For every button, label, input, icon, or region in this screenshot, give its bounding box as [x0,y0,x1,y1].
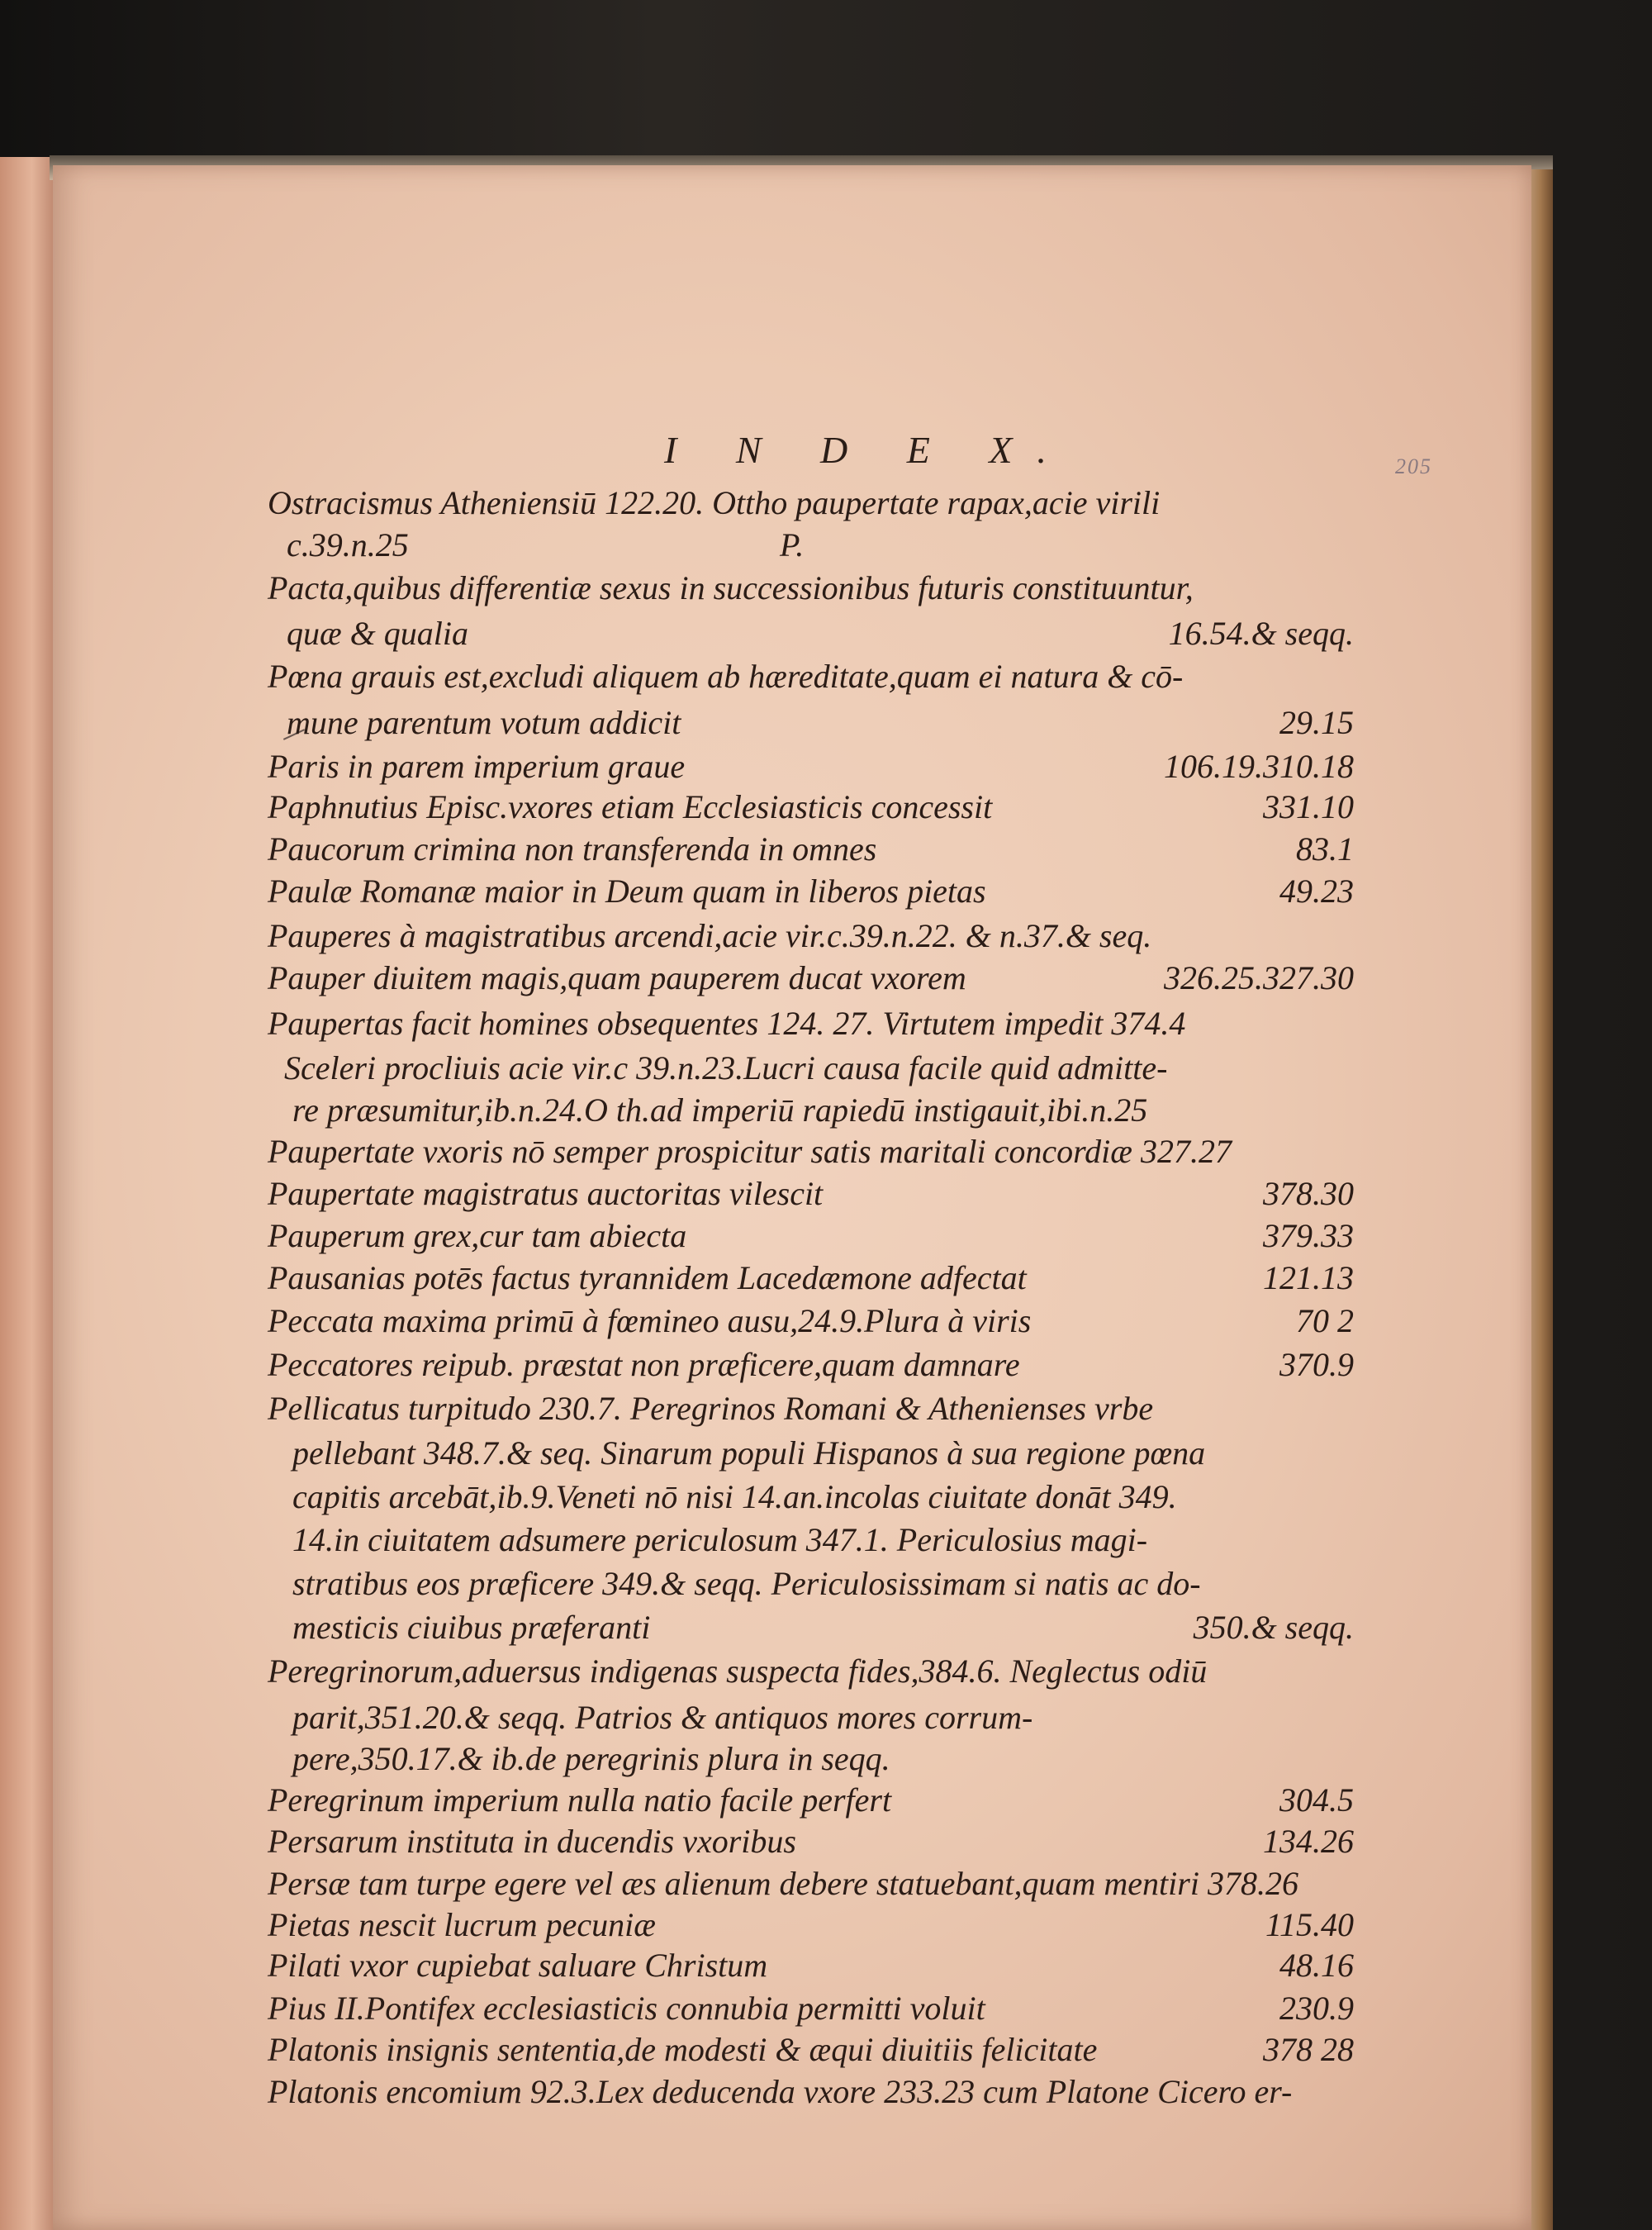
entry-text: Pilati vxor cupiebat saluare Christum [268,1947,768,1984]
section-letter: P. [780,526,805,563]
entry-text: Pausanias potēs factus tyrannidem Lacedæmone adfectat [268,1259,1027,1296]
page-header: I N D E X. [664,429,1071,471]
entry-text: Peccata maxima primū à fœmineo ausu,24.9.Plura à viris [268,1302,1032,1339]
entry-page-ref: 378 28 [1263,2031,1354,2068]
entry-text: quæ & qualia [287,615,469,652]
entry-page-ref: 29.15 [1279,704,1354,741]
entry-text: Persarum instituta in ducendis vxoribus [268,1823,796,1860]
index-entry [53,830,1531,876]
entry-page-ref: 49.23 [1279,873,1354,910]
entry-text: Paupertas facit homines obsequentes 124. 27. Virtutem impedit 374.4 [268,1005,1186,1042]
index-entry [53,703,1531,749]
index-entry [53,1946,1531,1992]
entry-page-ref: 304.5 [1279,1781,1354,1819]
index-entry [53,483,1531,530]
index-entry [53,568,1531,615]
entry-page-ref: 48.16 [1279,1947,1354,1984]
index-entry [53,1434,1531,1480]
entry-text: mesticis ciuibus præferanti [292,1609,651,1646]
index-entry [53,2072,1531,2118]
entry-page-ref: 106.19.310.18 [1164,748,1354,785]
entry-text: Pauperes à magistratibus arcendi,acie vir.c.39.n.22. & n.37.& seq. [268,917,1152,954]
entry-text: Paucorum crimina non transferenda in omnes [268,830,877,868]
index-entry [53,525,1531,572]
entry-text: stratibus eos præficere 349.& seqq. Periculosissimam si natis ac do- [292,1565,1201,1602]
entry-text: pellebant 348.7.& seq. Sinarum populi Hispanos à sua regione pœna [292,1434,1206,1472]
entry-text: Pauperum grex,cur tam abiecta [268,1217,687,1254]
index-entry [53,1781,1531,1827]
entry-text: Pœna grauis est,excludi aliquem ab hæreditate,quam ei natura & cō- [268,658,1184,695]
entry-text: Pacta,quibus differentiæ sexus in successionibus futuris constituuntur, [268,569,1194,606]
entry-text: c.39.n.25 [287,526,409,563]
entry-text: pere,350.17.& ib.de peregrinis plura in seqq. [292,1740,890,1777]
entry-text: Peregrinorum,aduersus indigenas suspecta fides,384.6. Neglectus odiū [268,1652,1208,1690]
entry-page-ref: 121.13 [1263,1259,1354,1296]
entry-page-ref: 350.& seqq. [1193,1609,1354,1646]
index-entry [53,872,1531,918]
index-entry [53,1091,1531,1137]
entry-text: Paupertate vxoris nō semper prospicitur satis maritali concordiæ 327.27 [268,1133,1232,1170]
entry-text: Paphnutius Episc.vxores etiam Ecclesiasticis concessit [268,788,993,825]
entry-text: Paupertate magistratus auctoritas vilescit [268,1175,824,1212]
index-entry [53,1608,1531,1654]
book-page [53,165,1531,2230]
entry-page-ref: 326.25.327.30 [1164,959,1354,996]
entry-text: Ostracismus Atheniensiū 122.20. Ottho paupertate rapax,acie virili [268,484,1161,521]
folio-number: 205 [1395,454,1432,478]
entry-page-ref: 331.10 [1263,788,1354,825]
entry-page-ref: 115.40 [1265,1906,1354,1943]
index-entry [53,657,1531,703]
entry-text: capitis arcebāt,ib.9.Veneti nō nisi 14.an.incolas ciuitate donāt 349. [292,1478,1177,1515]
index-entry [53,1477,1531,1524]
entry-text: Peregrinum imperium nulla natio facile perfert [268,1781,892,1819]
entry-text: Platonis encomium 92.3.Lex deducenda vxore 233.23 cum Platone Cicero er- [268,2073,1293,2110]
entry-page-ref: 378.30 [1263,1175,1354,1212]
entry-page-ref: 83.1 [1296,830,1354,868]
entry-page-ref: 379.33 [1263,1217,1354,1254]
entry-text: Pauper diuitem magis,quam pauperem ducat vxorem [268,959,966,996]
facing-page-edge [0,157,59,2230]
index-entry [53,1389,1531,1435]
index-entry [53,916,1531,963]
index-entry [53,787,1531,834]
index-entry [53,1174,1531,1220]
index-entry [53,1301,1531,1348]
entry-text: Platonis insignis sententia,de modesti & æqui diuitiis felicitate [268,2031,1098,2068]
entry-text: Pellicatus turpitudo 230.7. Peregrinos Romani & Athenienses vrbe [268,1390,1154,1427]
index-entry [53,1864,1531,1910]
index-entry [53,1132,1531,1178]
entry-text: Paris in parem imperium graue [268,748,686,785]
index-entry [53,1564,1531,1610]
index-entry [53,2030,1531,2076]
entry-page-ref: 230.9 [1279,1990,1354,2027]
index-entry [53,614,1531,660]
entry-text: Paulæ Romanæ maior in Deum quam in liberos pietas [268,873,986,910]
index-entry [53,1345,1531,1391]
index-entries [53,483,1531,2110]
entry-text: Peccatores reipub. præstat non præficere,quam damnare [268,1346,1020,1383]
entry-text: parit,351.20.& seqq. Patrios & antiquos mores corrum- [292,1699,1033,1736]
index-entry [53,1216,1531,1262]
index-entry [53,1258,1531,1305]
entry-text: 14.in ciuitatem adsumere periculosum 347.1. Periculosius magi- [292,1521,1148,1558]
index-entry [53,1004,1531,1050]
index-entry [53,1822,1531,1868]
entry-text: Pietas nescit lucrum pecuniæ [268,1906,656,1943]
entry-text: mune parentum votum addicit [287,704,681,741]
entry-text: re præsumitur,ib.n.24.O th.ad imperiū rapiedū instigauit,ibi.n.25 [292,1091,1148,1129]
index-entry [53,1652,1531,1698]
index-entry [53,1048,1531,1095]
index-entry [53,1698,1531,1744]
entry-page-ref: 370.9 [1279,1346,1354,1383]
index-entry [53,1520,1531,1567]
entry-text: Sceleri procliuis acie vir.c 39.n.23.Lucri causa facile quid admitte- [284,1049,1168,1086]
entry-text: Persæ tam turpe egere vel æs alienum debere statuebant,quam mentiri 378.26 [268,1865,1298,1902]
index-entry [53,1989,1531,2035]
index-entry [53,958,1531,1005]
index-entry [53,747,1531,793]
entry-page-ref: 134.26 [1263,1823,1354,1860]
entry-page-ref: 16.54.& seqq. [1168,615,1354,652]
entry-text: Pius II.Pontifex ecclesiasticis connubia permitti voluit [268,1990,985,2027]
entry-page-ref: 70 2 [1296,1302,1354,1339]
index-entry [53,1905,1531,1952]
index-entry [53,1739,1531,1785]
